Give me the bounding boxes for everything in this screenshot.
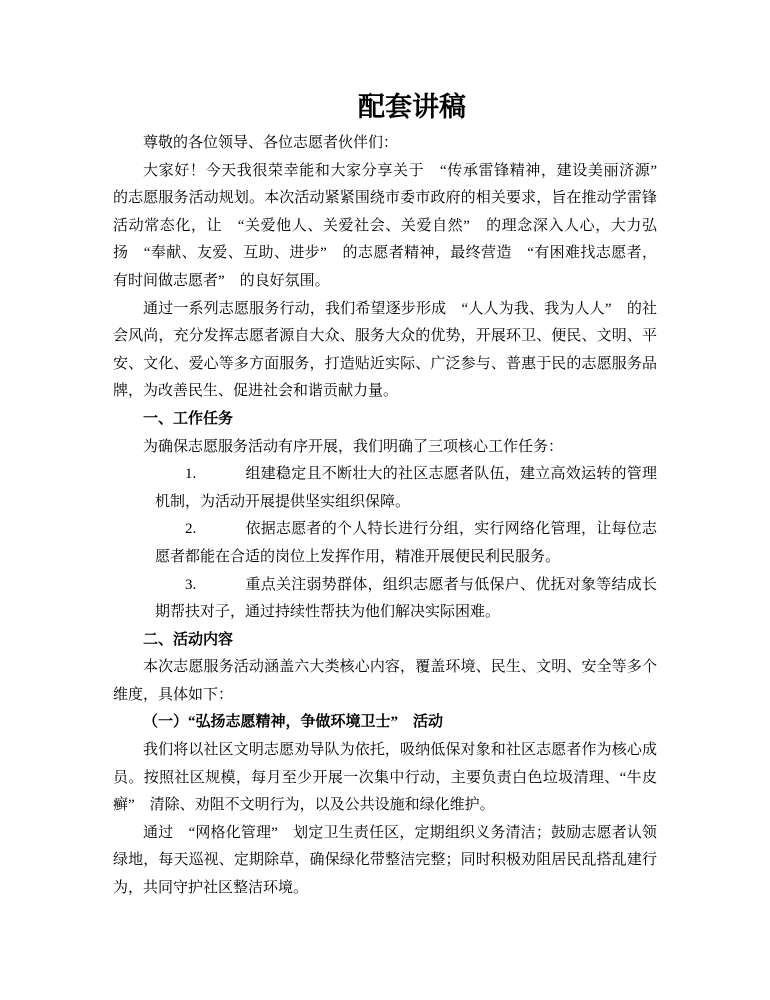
list-item-number: 2. [185,521,197,538]
task-list-item [155,461,657,516]
subsection-1-paragraph-2: 通过 “网格化管理” 划定卫生责任区，定期组织义务清洁；鼓励志愿者认领绿地，每天巡视、定期除草，确保绿化带整洁完整；同时积极劝阻居民乱搭乱建行为，共同守护社区整洁环境。 [113,824,657,897]
section-2-lead: 本次志愿服务活动涵盖六大类核心内容，覆盖环境、民生、文明、安全等多个维度，具体如下： [113,659,657,703]
task-list-item [155,516,657,571]
list-item-text: 组建稳定且不断壮大的社区志愿者队伍，建立高效运转的管理机制，为活动开展提供坚实组织保障。 [155,466,657,510]
list-item-text: 重点关注弱势群体，组织志愿者与低保户、优抚对象等结成长期帮扶对子，通过持续性帮扶为他们解决实际困难。 [155,576,657,621]
intro-paragraph-1: 大家好！今天我很荣幸能和大家分享关于 “传承雷锋精神，建设美丽济源” 的志愿服务活动规划。本次活动紧紧围绕市委市政府的相关要求，旨在推动学雷锋活动常态化，让 “关爱他人、关爱社会、关爱自然” 的理念深入人心，大力弘扬 “奉献、友爱、互助、进步” 的志愿者精神，最终营造 “有困难找志愿者，有时间做志愿者” 的良好氛围。 [113,162,673,289]
list-item-number: 3. [185,576,197,593]
salutation-paragraph: 尊敬的各位领导、各位志愿者伙伴们： [143,135,399,151]
page-title: 配套讲稿 [358,92,466,122]
intro-paragraph-2: 通过一系列志愿服务行动，我们希望逐步形成 “人人为我、我为人人” 的社会风尚，充分发挥志愿者源自大众、服务大众的优势，开展环卫、便民、文明、平安、文化、爱心等多方面服务，打造贴近实际、广泛参与、普惠于民的志愿服务品牌，为改善民生、促进社会和谐贡献力量。 [113,300,657,400]
task-list [113,461,657,627]
subsection-1-heading: （一）“弘扬志愿精神，争做环境卫士” 活动 [143,714,444,731]
task-list-item [155,572,657,627]
section-2-heading: 二、活动内容 [143,631,234,648]
list-item-text: 依据志愿者的个人特长进行分组，实行网络化管理，让每位志愿者都能在合适的岗位上发挥作用，精准开展便民利民服务。 [155,521,657,565]
subsection-1-paragraph-1: 我们将以社区文明志愿劝导队为依托，吸纳低保对象和社区志愿者作为核心成员。按照社区规模，每月至少开展一次集中行动，主要负责白色垃圾清理、“牛皮癣” 清除、劝阻不文明行为，以及公共设施和绿化维护。 [113,742,657,814]
section-1-lead: 为确保志愿服务活动有序开展，我们明确了三项核心工作任务： [143,438,564,455]
list-item-number: 1. [185,466,197,483]
section-1-heading: 一、工作任务 [143,410,234,427]
